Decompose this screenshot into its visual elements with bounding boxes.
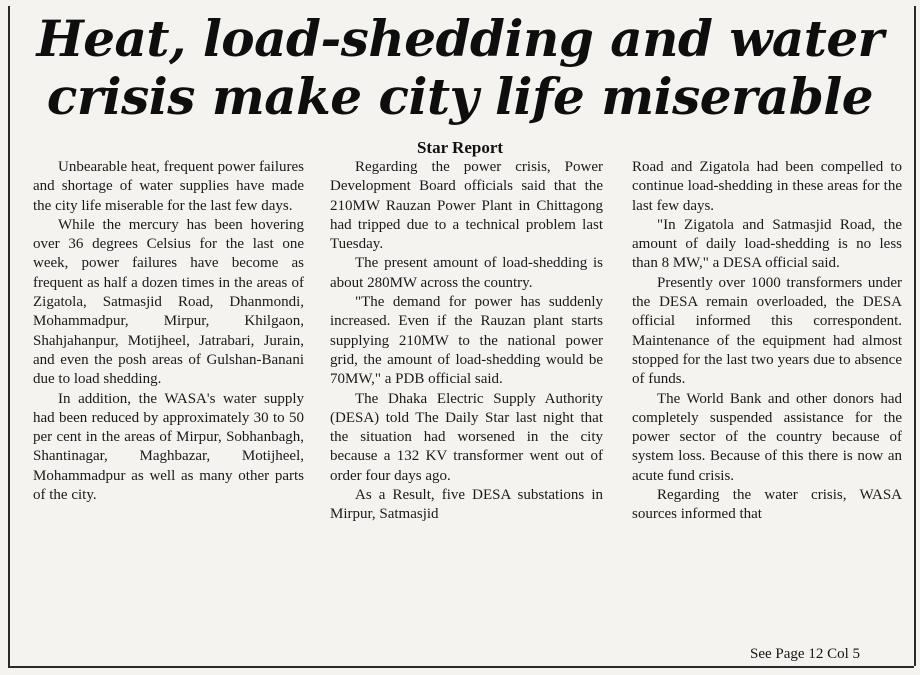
byline: Star Report <box>416 138 504 157</box>
continuation-jump-line: See Page 12 Col 5 <box>750 646 860 662</box>
paragraph: The World Bank and other donors had completely suspended assistance for the power sector of the country because of system loss. Because of this there is now an acute fund crisis. <box>632 390 902 484</box>
paragraph-continued: Road and Zigatola had been compelled to continue load-shedding in these areas for the last few days. <box>632 159 902 214</box>
paragraph: The Dhaka Electric Supply Authority (DESA) told The Daily Star last night that the situation had worsened in the city because a 132 KV transformer went out of order four days ago. <box>330 390 603 484</box>
paragraph: In addition, the WASA's water supply had been reduced by approximately 30 to 50 per cent in the areas of Mirpur, Sobhanbagh, Shantinagar, Maghbazar, Motijheel, Mohammadpur as well as many other parts of the city. <box>33 390 304 504</box>
article-column-3 <box>632 158 902 525</box>
paragraph: Regarding the water crisis, WASA sources informed that <box>632 487 902 523</box>
paragraph: As a Result, five DESA substations in Mirpur, Satmasjid <box>330 487 603 523</box>
paragraph: Presently over 1000 transformers under the DESA remain overloaded, the DESA official informed this correspondent. Maintenance of the equipment had almost stopped for the last two years due to absence of funds. <box>632 274 902 388</box>
paragraph: Unbearable heat, frequent power failures and shortage of water supplies have made the city life miserable for the last few days. <box>33 159 304 214</box>
headline <box>0 10 920 126</box>
headline-line-2: crisis make city life miserable <box>46 67 874 126</box>
article-column-1 <box>33 158 304 505</box>
paragraph: "The demand for power has suddenly increased. Even if the Rauzan plant starts supplying 210MW to the national power grid, the amount of load-shedding would be 70MW," a PDB official said. <box>330 294 603 388</box>
paragraph: While the mercury has been hovering over 36 degrees Celsius for the last one week, power failures have become as frequent as half a dozen times in the areas of Zigatola, Satmasjid Road, Dhanmondi, Mohammadpur, Mirpur, Khilgaon, Shahjahanpur, Motijheel, Jatrabari, Jurain, and even the posh areas of Gulshan-Banani due to load shedding. <box>33 216 304 388</box>
article-column-2 <box>330 158 603 525</box>
bottom-rule <box>8 666 914 668</box>
paragraph: The present amount of load-shedding is about 280MW across the country. <box>330 255 603 291</box>
paragraph: Regarding the power crisis, Power Development Board officials said that the 210MW Rauzan Power Plant in Chittagong had tripped due to a technical problem last Tuesday. <box>330 159 603 253</box>
paragraph: "In Zigatola and Satmasjid Road, the amount of daily load-shedding is no less than 8 MW," a DESA official said. <box>632 216 902 272</box>
headline-line-1: Heat, load-shedding and water <box>36 9 884 68</box>
